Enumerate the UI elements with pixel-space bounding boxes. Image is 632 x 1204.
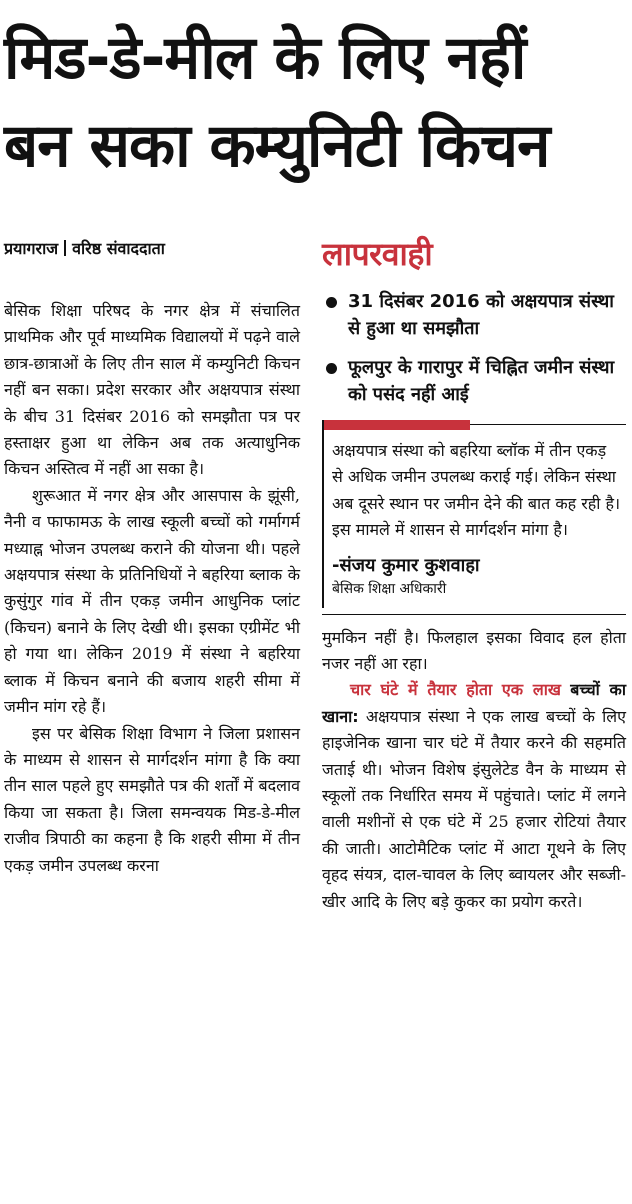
quote-top-rule	[470, 424, 626, 425]
quote-author: -संजय कुमार कुशवाहा	[332, 554, 480, 576]
bullet-item	[322, 354, 626, 408]
continuation-paragraph: मुमकिन नहीं है। फिलहाल इसका विवाद हल होता नजर नहीं आ रहा।	[322, 627, 626, 674]
bullet-text: 31 दिसंबर 2016 को अक्षयपात्र संस्था से हुआ था समझौता	[348, 291, 614, 339]
paragraph-1: बेसिक शिक्षा परिषद के नगर क्षेत्र में संचालित प्राथमिक और पूर्व माध्यमिक विद्यालयों में पढ़ने वाले छात्र-छात्राओं के लिए तीन साल में कम्युनिटी किचन नहीं बन सका। प्रदेश सरकार और अक्षयपात्र संस्था के बीच 31 दिसंबर 2016 को समझौता पत्र पर हस्ताक्षर हुआ था लेकिन अब तक अत्याधुनिक किचन अस्तित्व में नहीं आ सका है।	[4, 301, 300, 479]
dateline	[4, 236, 300, 262]
paragraph-3: इस पर बेसिक शिक्षा विभाग ने जिला प्रशासन के माध्यम से शासन से मार्गदर्शन मांगा है कि क्या तीन साल पहले हुए समझौते पत्र की शर्तों में बदलाव किया जा सकता है। जिला समन्वयक मिड-डे-मील राजीव त्रिपाठी का कहना है कि शहरी सीमा में तीन एकड़ जमीन उपलब्ध करना	[4, 723, 300, 875]
dateline-place: प्रयागराज	[4, 239, 59, 258]
headline-line-2: बन सका कम्युनिटी किचन	[4, 111, 550, 181]
right-column	[322, 232, 626, 915]
bullet-dot-icon	[326, 297, 337, 308]
article-body-right	[322, 625, 626, 915]
headline-line-1: मिड-डे-मील के लिए नहीं	[4, 23, 526, 93]
subhead-red: चार घंटे में तैयार होता एक लाख	[350, 680, 561, 700]
official-quote-box	[322, 420, 626, 608]
quote-author-role: बेसिक शिक्षा अधिकारी	[332, 580, 447, 597]
quote-accent-bar	[324, 420, 470, 430]
left-column	[4, 236, 300, 879]
dateline-separator	[64, 240, 66, 256]
bullet-dot-icon	[326, 363, 337, 374]
dateline-reporter: वरिष्ठ संवाददाता	[72, 239, 165, 258]
quote-text: अक्षयपात्र संस्था को बहरिया ब्लॉक में तीन एकड़ से अधिक जमीन उपलब्ध कराई गई। लेकिन संस्था अब दूसरे स्थान पर जमीन देने की बात कह रही है। इस मामले में शासन से मार्गदर्शन मांगा है।	[332, 441, 621, 540]
article-body-left	[4, 298, 300, 879]
subhead-black: बच्चों का खाना:	[322, 680, 626, 726]
paragraph-2: शुरूआत में नगर क्षेत्र और आसपास के झूंसी, नैनी व फाफामऊ के लाख स्कूली बच्चों को गर्मागर्म मध्याह्न भोजन उपलब्ध कराने की योजना थी। पहले अक्षयपात्र संस्था के प्रतिनिधियों ने बहरिया ब्लाक के कुसुंगुर गांव में तीन एकड़ जमीन आधुनिक प्लांट (किचन) बनाने के लिए देखी थी। इसका एग्रीमेंट भी हो गया था। लेकिन 2019 में संस्था ने बहरिया ब्लाक में किचन बनाने की बजाय शहरी सीमा में जमीन मांग रहे हैं।	[4, 485, 300, 717]
bullet-item	[322, 288, 626, 342]
subhead-body: अक्षयपात्र संस्था ने एक लाख बच्चों के लिए हाइजेनिक खाना चार घंटे में तैयार करने की सहमति जताई थी। भोजन विशेष इंसुलेटेड वैन के माध्यम से स्कूलों तक निर्धारित समय में पहुंचाते। प्लांट में लगने वाली मशीनों से एक घंटे में 25 हजार रोटियां तैयार की जाती। आटोमैटिक प्लांट में आटा गूथने के लिए वृहद संयत्र, दाल-चावल के लिए ब्वायलर और सब्जी-खीर आदि के लिए बड़े कुकर का प्रयोग करते।	[322, 706, 626, 911]
bullet-text: फूलपुर के गारापुर में चिह्नित जमीन संस्था को पसंद नहीं आई	[348, 357, 615, 405]
headline	[0, 14, 632, 190]
subhead-paragraph	[322, 677, 626, 915]
highlight-bullets	[322, 288, 626, 408]
kicker-label: लापरवाही	[322, 235, 433, 273]
quote-bottom-rule	[322, 614, 626, 615]
